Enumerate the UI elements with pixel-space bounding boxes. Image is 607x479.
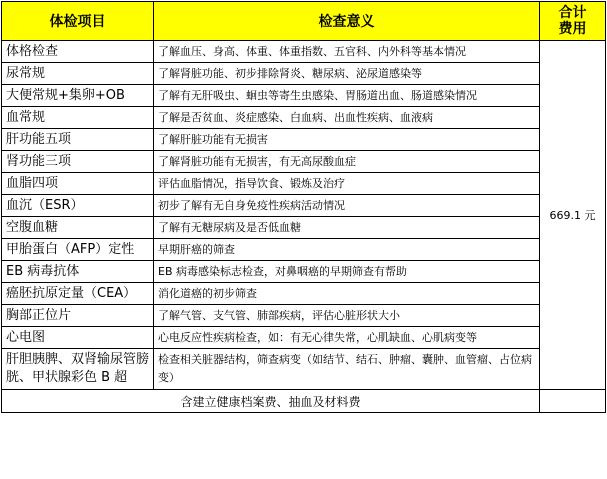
table-row: [2, 349, 606, 390]
header-meaning: 检查意义: [154, 2, 540, 41]
table-row: [2, 261, 606, 283]
table-row: [2, 151, 606, 173]
row-item: EB 病毒抗体: [2, 261, 154, 283]
row-meaning: 心电反应性疾病检查，如：有无心律失常，心肌缺血、心肌病变等: [154, 327, 540, 349]
row-item: 胸部正位片: [2, 305, 154, 327]
row-meaning: 了解气管、支气管、肺部疾病，评估心脏形状大小: [154, 305, 540, 327]
header-cost: [540, 2, 606, 41]
table-row: [2, 283, 606, 305]
row-item: 血常规: [2, 107, 154, 129]
footer-note: 含建立健康档案费、抽血及材料费: [2, 390, 540, 413]
table-row: [2, 41, 606, 63]
row-item: 肝胆胰脾、双肾输尿管膀胱、甲状腺彩色 B 超: [2, 349, 154, 390]
total-cost: 669.1 元: [540, 41, 606, 390]
table-row: [2, 107, 606, 129]
table-row: [2, 217, 606, 239]
row-item: 血脂四项: [2, 173, 154, 195]
exam-package-table: [1, 1, 606, 413]
table-row: [2, 63, 606, 85]
row-meaning: 初步了解有无自身免疫性疾病活动情况: [154, 195, 540, 217]
table-row: [2, 239, 606, 261]
table-row: [2, 129, 606, 151]
row-item: 大便常规+集卵+OB: [2, 85, 154, 107]
row-meaning: 早期肝癌的筛查: [154, 239, 540, 261]
row-item: 体格检查: [2, 41, 154, 63]
footer-row: [2, 390, 606, 413]
table-row: [2, 195, 606, 217]
table-row: [2, 85, 606, 107]
row-item: 肾功能三项: [2, 151, 154, 173]
row-meaning: 了解肾脏功能有无损害，有无高尿酸血症: [154, 151, 540, 173]
row-meaning: 检查相关脏器结构，筛查病变（如结节、结石、肿瘤、囊肿、血管瘤、占位病变）: [154, 349, 540, 390]
row-meaning: 了解血压、身高、体重、体重指数、五官科、内外科等基本情况: [154, 41, 540, 63]
row-meaning: 了解是否贫血、炎症感染、白血病、出血性疾病、血液病: [154, 107, 540, 129]
table-row: [2, 173, 606, 195]
row-item: 血沉（ESR）: [2, 195, 154, 217]
row-meaning: 了解肾脏功能、初步排除肾炎、糖尿病、泌尿道感染等: [154, 63, 540, 85]
table-header-row: [2, 2, 606, 41]
row-item: 空腹血糖: [2, 217, 154, 239]
header-cost-line2: 费用: [558, 21, 587, 37]
row-item: 癌胚抗原定量（CEA）: [2, 283, 154, 305]
row-item: 甲胎蛋白（AFP）定性: [2, 239, 154, 261]
footer-empty-cell: [540, 390, 606, 413]
row-item: 肝功能五项: [2, 129, 154, 151]
row-meaning: 了解肝脏功能有无损害: [154, 129, 540, 151]
row-meaning: EB 病毒感染标志检查，对鼻咽癌的早期筛查有帮助: [154, 261, 540, 283]
table-row: [2, 305, 606, 327]
header-item: 体检项目: [2, 2, 154, 41]
row-meaning: 了解有无肝吸虫、蛔虫等寄生虫感染、胃肠道出血、肠道感染情况: [154, 85, 540, 107]
header-cost-line1: 合计: [558, 5, 587, 21]
row-item: 尿常规: [2, 63, 154, 85]
row-item: 心电图: [2, 327, 154, 349]
row-meaning: 了解有无糖尿病及是否低血糖: [154, 217, 540, 239]
table-row: [2, 327, 606, 349]
row-meaning: 消化道癌的初步筛查: [154, 283, 540, 305]
row-meaning: 评估血脂情况，指导饮食、锻炼及治疗: [154, 173, 540, 195]
